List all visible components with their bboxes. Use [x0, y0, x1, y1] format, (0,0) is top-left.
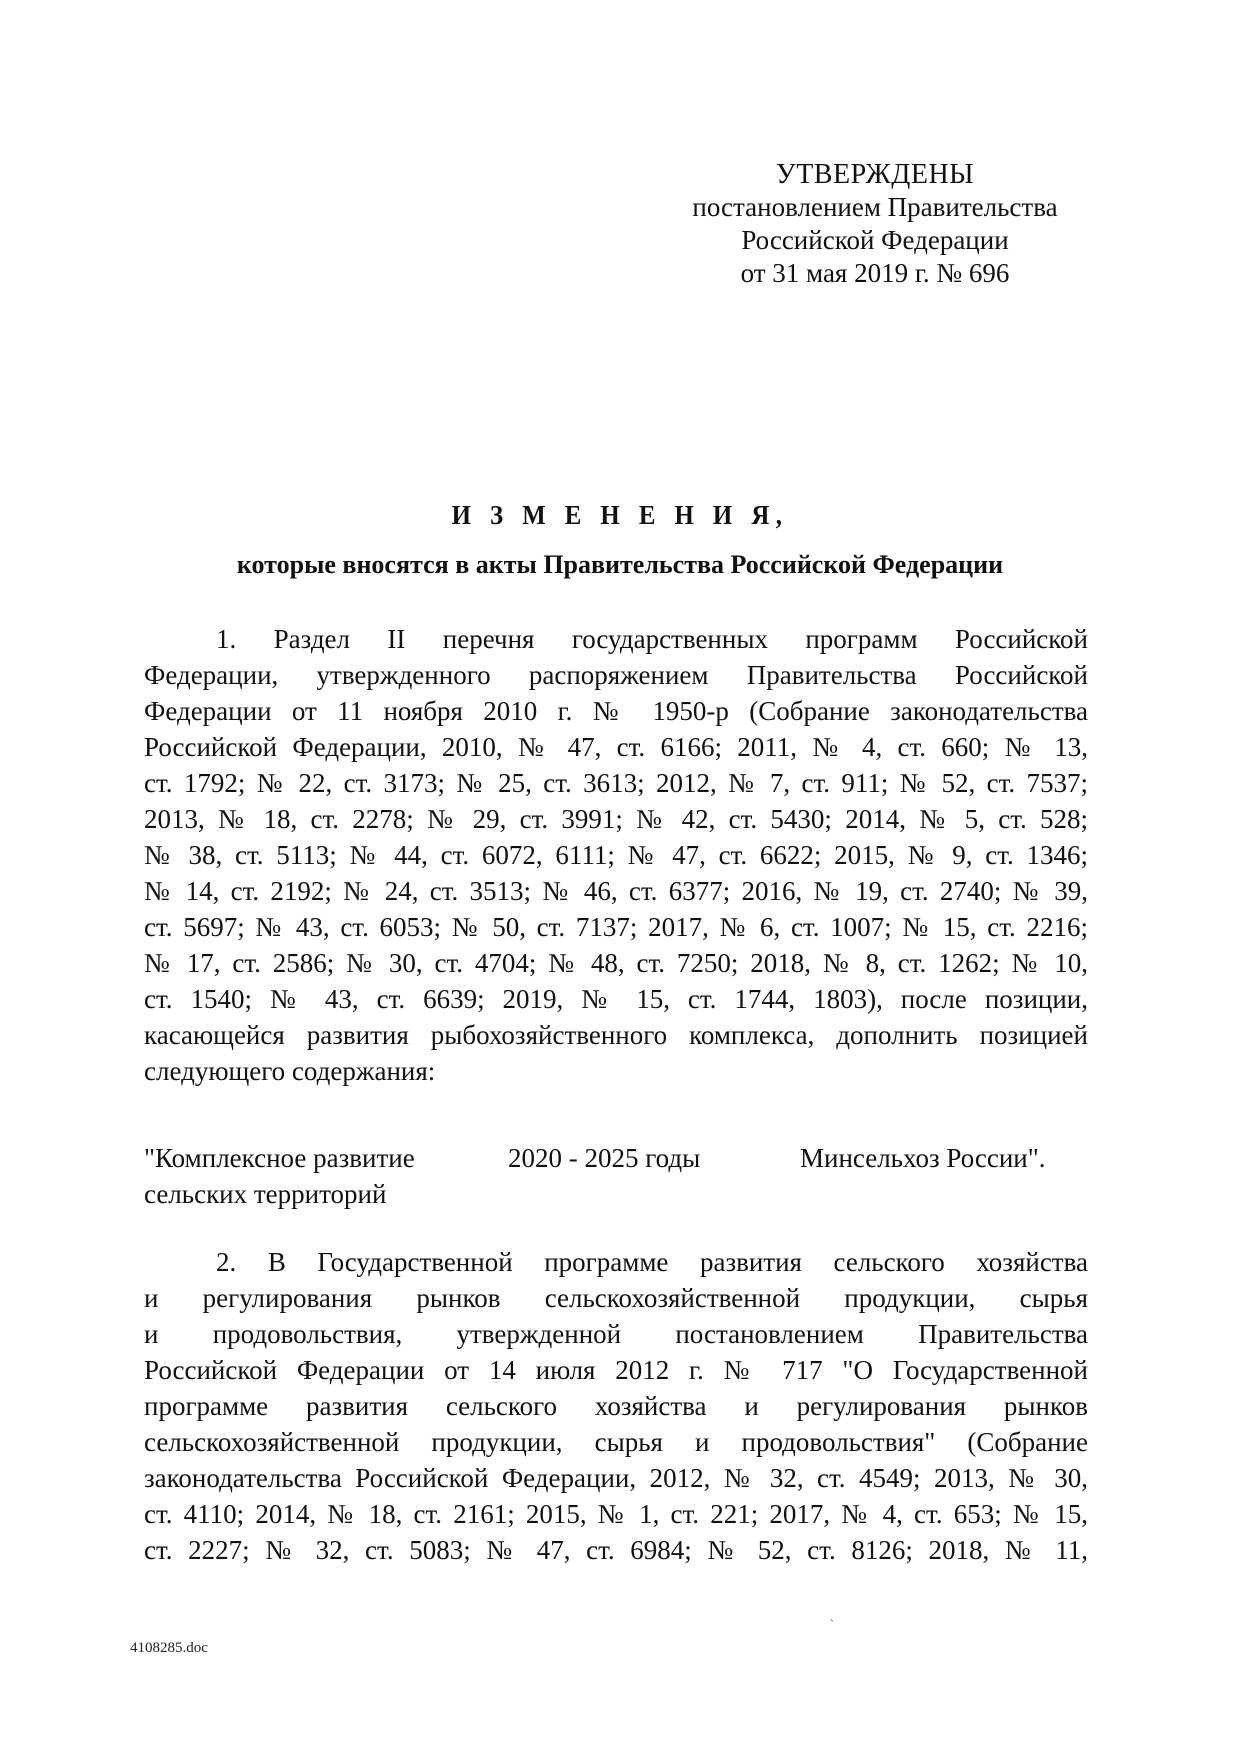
section-1-line: № 17, ст. 2586; № 30, ст. 4704; № 48, ст. 7250; 2018, № 8, ст. 1262; № 10,	[144, 948, 1088, 978]
section-2-line: программе развития сельского хозяйства и регулирования рынков	[144, 1391, 1088, 1421]
section-1-line: 2013, № 18, ст. 2278; № 29, ст. 3991; № 42, ст. 5430; 2014, № 5, ст. 528;	[144, 804, 1088, 834]
section-2-line: законодательства Российской Федерации, 2012, № 32, ст. 4549; 2013, № 30,	[144, 1463, 1088, 1493]
section-1-line: № 14, ст. 2192; № 24, ст. 3513; № 46, ст. 6377; 2016, № 19, ст. 2740; № 39,	[144, 876, 1088, 906]
footer-file-name: 4108285.doc	[130, 1640, 208, 1656]
section-1-line: ст. 1792; № 22, ст. 3173; № 25, ст. 3613; 2012, № 7, ст. 911; № 52, ст. 7537;	[144, 768, 1088, 798]
section-2-line: Российской Федерации от 14 июля 2012 г. № 717 "О Государственной	[144, 1355, 1088, 1385]
section-2-line: ст. 4110; 2014, № 18, ст. 2161; 2015, № 1, ст. 221; 2017, № 4, ст. 653; № 15,	[144, 1499, 1088, 1529]
approval-block	[660, 158, 1090, 290]
program-name-line-1: "Комплексное развитие	[144, 1143, 415, 1173]
section-1-line: касающейся развития рыбохозяйственного комплекса, дополнить позицией	[144, 1020, 1088, 1050]
section-1-line: № 38, ст. 5113; № 44, ст. 6072, 6111; № 47, ст. 6622; 2015, № 9, ст. 1346;	[144, 840, 1088, 870]
section-1-line: Федерации, утвержденного распоряжением Правительства Российской	[144, 660, 1088, 690]
section-1-line: следующего содержания:	[144, 1056, 436, 1086]
section-1-line: ст. 5697; № 43, ст. 6053; № 50, ст. 7137; 2017, № 6, ст. 1007; № 15, ст. 2216;	[144, 912, 1088, 942]
program-agency: Минсельхоз России".	[800, 1143, 1046, 1173]
document-title: И З М Е Н Е Н И Я,	[451, 500, 789, 530]
section-2-line: ст. 2227; № 32, ст. 5083; № 47, ст. 6984; № 52, ст. 8126; 2018, № 11,	[144, 1535, 1088, 1565]
section-2-line: и продовольствия, утвержденной постановлением Правительства	[144, 1319, 1088, 1349]
section-1-line: Федерации от 11 ноября 2010 г. № 1950-р (Собрание законодательства	[144, 696, 1088, 726]
approval-line-3: от 31 мая 2019 г. № 696	[740, 258, 1010, 288]
scan-artifact: `	[830, 1617, 834, 1631]
section-1-line: 1. Раздел II перечня государственных программ Российской	[216, 624, 1088, 654]
approval-line-1: постановлением Правительства	[692, 192, 1058, 222]
approval-title: УТВЕРЖДЕНЫ	[775, 159, 975, 190]
section-1-line: Российской Федерации, 2010, № 47, ст. 6166; 2011, № 4, ст. 660; № 13,	[144, 732, 1088, 762]
document-subtitle: которые вносятся в акты Правительства Российской Федерации	[236, 550, 1004, 579]
section-2-line: 2. В Государственной программе развития сельского хозяйства	[216, 1247, 1088, 1277]
section-1-line: ст. 1540; № 43, ст. 6639; 2019, № 15, ст. 1744, 1803), после позиции,	[144, 984, 1088, 1014]
section-2-line: и регулирования рынков сельскохозяйственной продукции, сырья	[144, 1283, 1088, 1313]
program-name	[144, 1140, 444, 1212]
approval-line-2: Российской Федерации	[741, 225, 1009, 255]
section-2-line: сельскохозяйственной продукции, сырья и продовольствия" (Собрание	[144, 1427, 1088, 1457]
program-period: 2020 - 2025 годы	[508, 1143, 701, 1173]
program-name-line-2: сельских территорий	[144, 1179, 387, 1209]
